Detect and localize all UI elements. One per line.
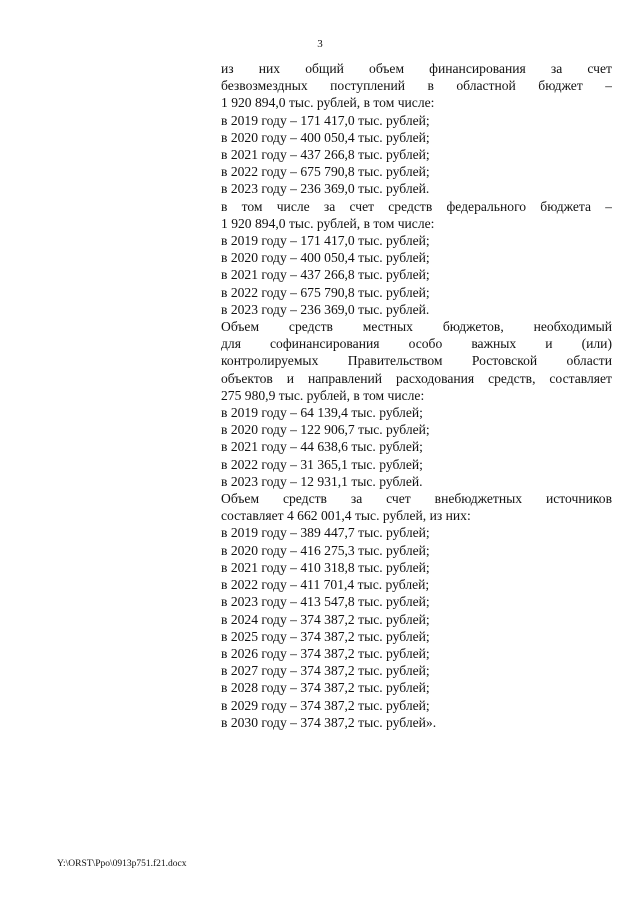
- text-line: составляет 4 662 001,4 тыс. рублей, из них:: [221, 508, 471, 524]
- text-line: Объем средств местных бюджетов, необходимый: [221, 319, 612, 335]
- text-line: в 2020 году – 400 050,4 тыс. рублей;: [221, 250, 430, 266]
- text-line: в 2019 году – 171 417,0 тыс. рублей;: [221, 112, 430, 128]
- text-line: в 2019 году – 389 447,7 тыс. рублей;: [221, 525, 430, 541]
- text-line: в 2025 году – 374 387,2 тыс. рублей;: [221, 628, 430, 644]
- text-line: в 2021 году – 437 266,8 тыс. рублей;: [221, 267, 430, 283]
- text-line: 1 920 894,0 тыс. рублей, в том числе:: [221, 95, 435, 111]
- body-text: [221, 60, 612, 731]
- text-line: контролируемых Правительством Ростовской области: [221, 353, 612, 369]
- text-line: в 2023 году – 413 547,8 тыс. рублей;: [221, 594, 430, 610]
- text-line: в 2023 году – 12 931,1 тыс. рублей.: [221, 473, 423, 489]
- text-line: в 2020 году – 416 275,3 тыс. рублей;: [221, 542, 430, 558]
- text-line: безвозмездных поступлений в областной бюджет –: [221, 78, 612, 94]
- text-line: для софинансирования особо важных и (или): [221, 336, 612, 352]
- text-line: в 2027 году – 374 387,2 тыс. рублей;: [221, 663, 430, 679]
- text-line: из них общий объем финансирования за счет: [221, 61, 612, 76]
- text-line: 275 980,9 тыс. рублей, в том числе:: [221, 387, 425, 403]
- text-line: в 2020 году – 122 906,7 тыс. рублей;: [221, 422, 430, 438]
- text-line: в 2029 году – 374 387,2 тыс. рублей;: [221, 697, 430, 713]
- text-line: в 2022 году – 675 790,8 тыс. рублей;: [221, 284, 430, 300]
- text-line: в 2022 году – 31 365,1 тыс. рублей;: [221, 456, 423, 472]
- text-line: в 2019 году – 171 417,0 тыс. рублей;: [221, 233, 430, 249]
- text-line: в том числе за счет средств федерального бюджета –: [221, 198, 612, 214]
- text-line: 1 920 894,0 тыс. рублей, в том числе:: [221, 215, 435, 231]
- text-line: в 2028 году – 374 387,2 тыс. рублей;: [221, 680, 430, 696]
- file-path-footer: Y:\ORST\Ppo\0913p751.f21.docx: [57, 859, 187, 869]
- text-line: в 2021 году – 410 318,8 тыс. рублей;: [221, 559, 430, 575]
- text-line: в 2019 году – 64 139,4 тыс. рублей;: [221, 405, 423, 421]
- text-line: в 2024 году – 374 387,2 тыс. рублей;: [221, 611, 430, 627]
- text-line: в 2022 году – 411 701,4 тыс. рублей;: [221, 577, 430, 593]
- text-line: в 2021 году – 437 266,8 тыс. рублей;: [221, 147, 430, 163]
- text-line: объектов и направлений расходования средств, составляет: [221, 370, 612, 386]
- text-line: в 2022 году – 675 790,8 тыс. рублей;: [221, 164, 430, 180]
- text-line: в 2030 году – 374 387,2 тыс. рублей».: [221, 714, 437, 730]
- page-number: 3: [317, 38, 323, 50]
- text-line: Объем средств за счет внебюджетных источников: [221, 491, 612, 507]
- text-line: в 2020 году – 400 050,4 тыс. рублей;: [221, 129, 430, 145]
- text-line: в 2023 году – 236 369,0 тыс. рублей.: [221, 301, 430, 317]
- text-line: в 2023 году – 236 369,0 тыс. рублей.: [221, 181, 430, 197]
- text-line: в 2026 году – 374 387,2 тыс. рублей;: [221, 645, 430, 661]
- text-line: в 2021 году – 44 638,6 тыс. рублей;: [221, 439, 423, 455]
